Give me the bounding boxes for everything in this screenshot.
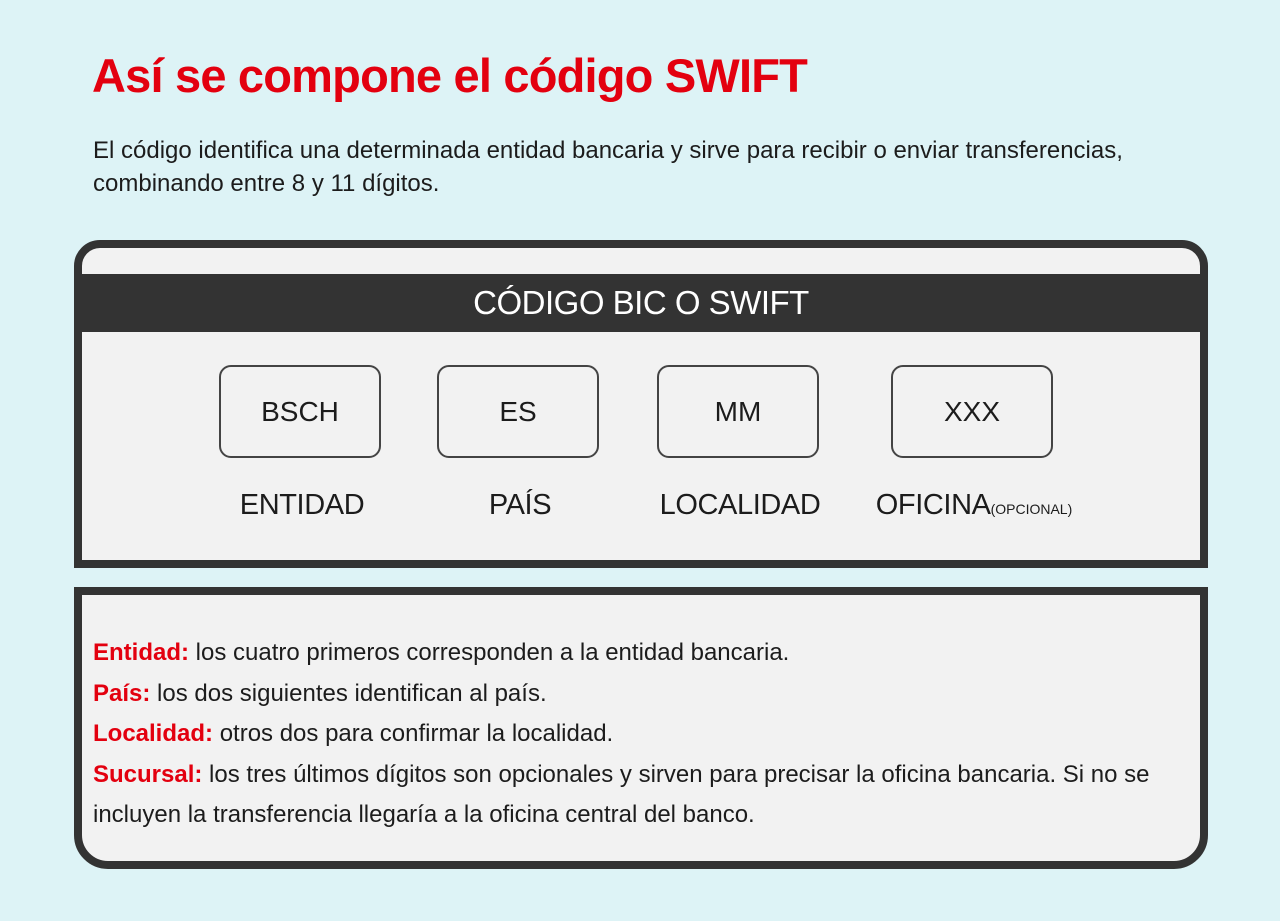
- definition-item-sucursal: [93, 755, 1183, 836]
- definition-item-entidad: [93, 633, 1183, 674]
- panel-header: CÓDIGO BIC O SWIFT: [82, 274, 1200, 332]
- definition-text: los cuatro primeros corresponden a la entidad bancaria.: [195, 639, 790, 666]
- definition-term: Entidad:: [93, 639, 189, 666]
- segment-box-pais: ES: [437, 365, 599, 458]
- definitions-list: [93, 633, 1183, 836]
- definitions-panel: [74, 587, 1208, 869]
- segment-label-pais: PAÍS: [488, 489, 552, 521]
- segment-box-entidad: BSCH: [219, 365, 381, 458]
- definition-text: los dos siguientes identifican al país.: [157, 679, 547, 707]
- segment-label-oficina-text: OFICINA: [875, 489, 991, 521]
- definition-text: otros dos para confirmar la localidad.: [219, 720, 614, 747]
- segment-label-localidad: LOCALIDAD: [659, 489, 821, 521]
- definition-item-pais: [93, 674, 1183, 715]
- definition-text: los tres últimos dígitos son opcionales y sirven para precisar la oficina bancaria. Si no se incluyen la transferencia llegaría a la oficina central del banco.: [93, 760, 1150, 828]
- definition-term: Sucursal:: [93, 760, 203, 788]
- page-title: Así se compone el código SWIFT: [92, 49, 808, 102]
- definition-term: Localidad:: [93, 720, 214, 747]
- segment-box-oficina: XXX: [891, 365, 1053, 458]
- optional-note: (OPCIONAL): [990, 501, 1073, 517]
- segment-label-entidad: ENTIDAD: [239, 489, 365, 521]
- intro-text: El código identifica una determinada entidad bancaria y sirve para recibir o enviar transferencias, combinando entre 8 y 11 dígitos.: [93, 137, 1123, 197]
- definition-item-localidad: [93, 714, 1183, 755]
- segment-label-oficina: [876, 489, 1073, 522]
- segment-box-localidad: MM: [657, 365, 819, 458]
- definition-term: País:: [93, 679, 151, 707]
- swift-code-panel: [74, 240, 1208, 568]
